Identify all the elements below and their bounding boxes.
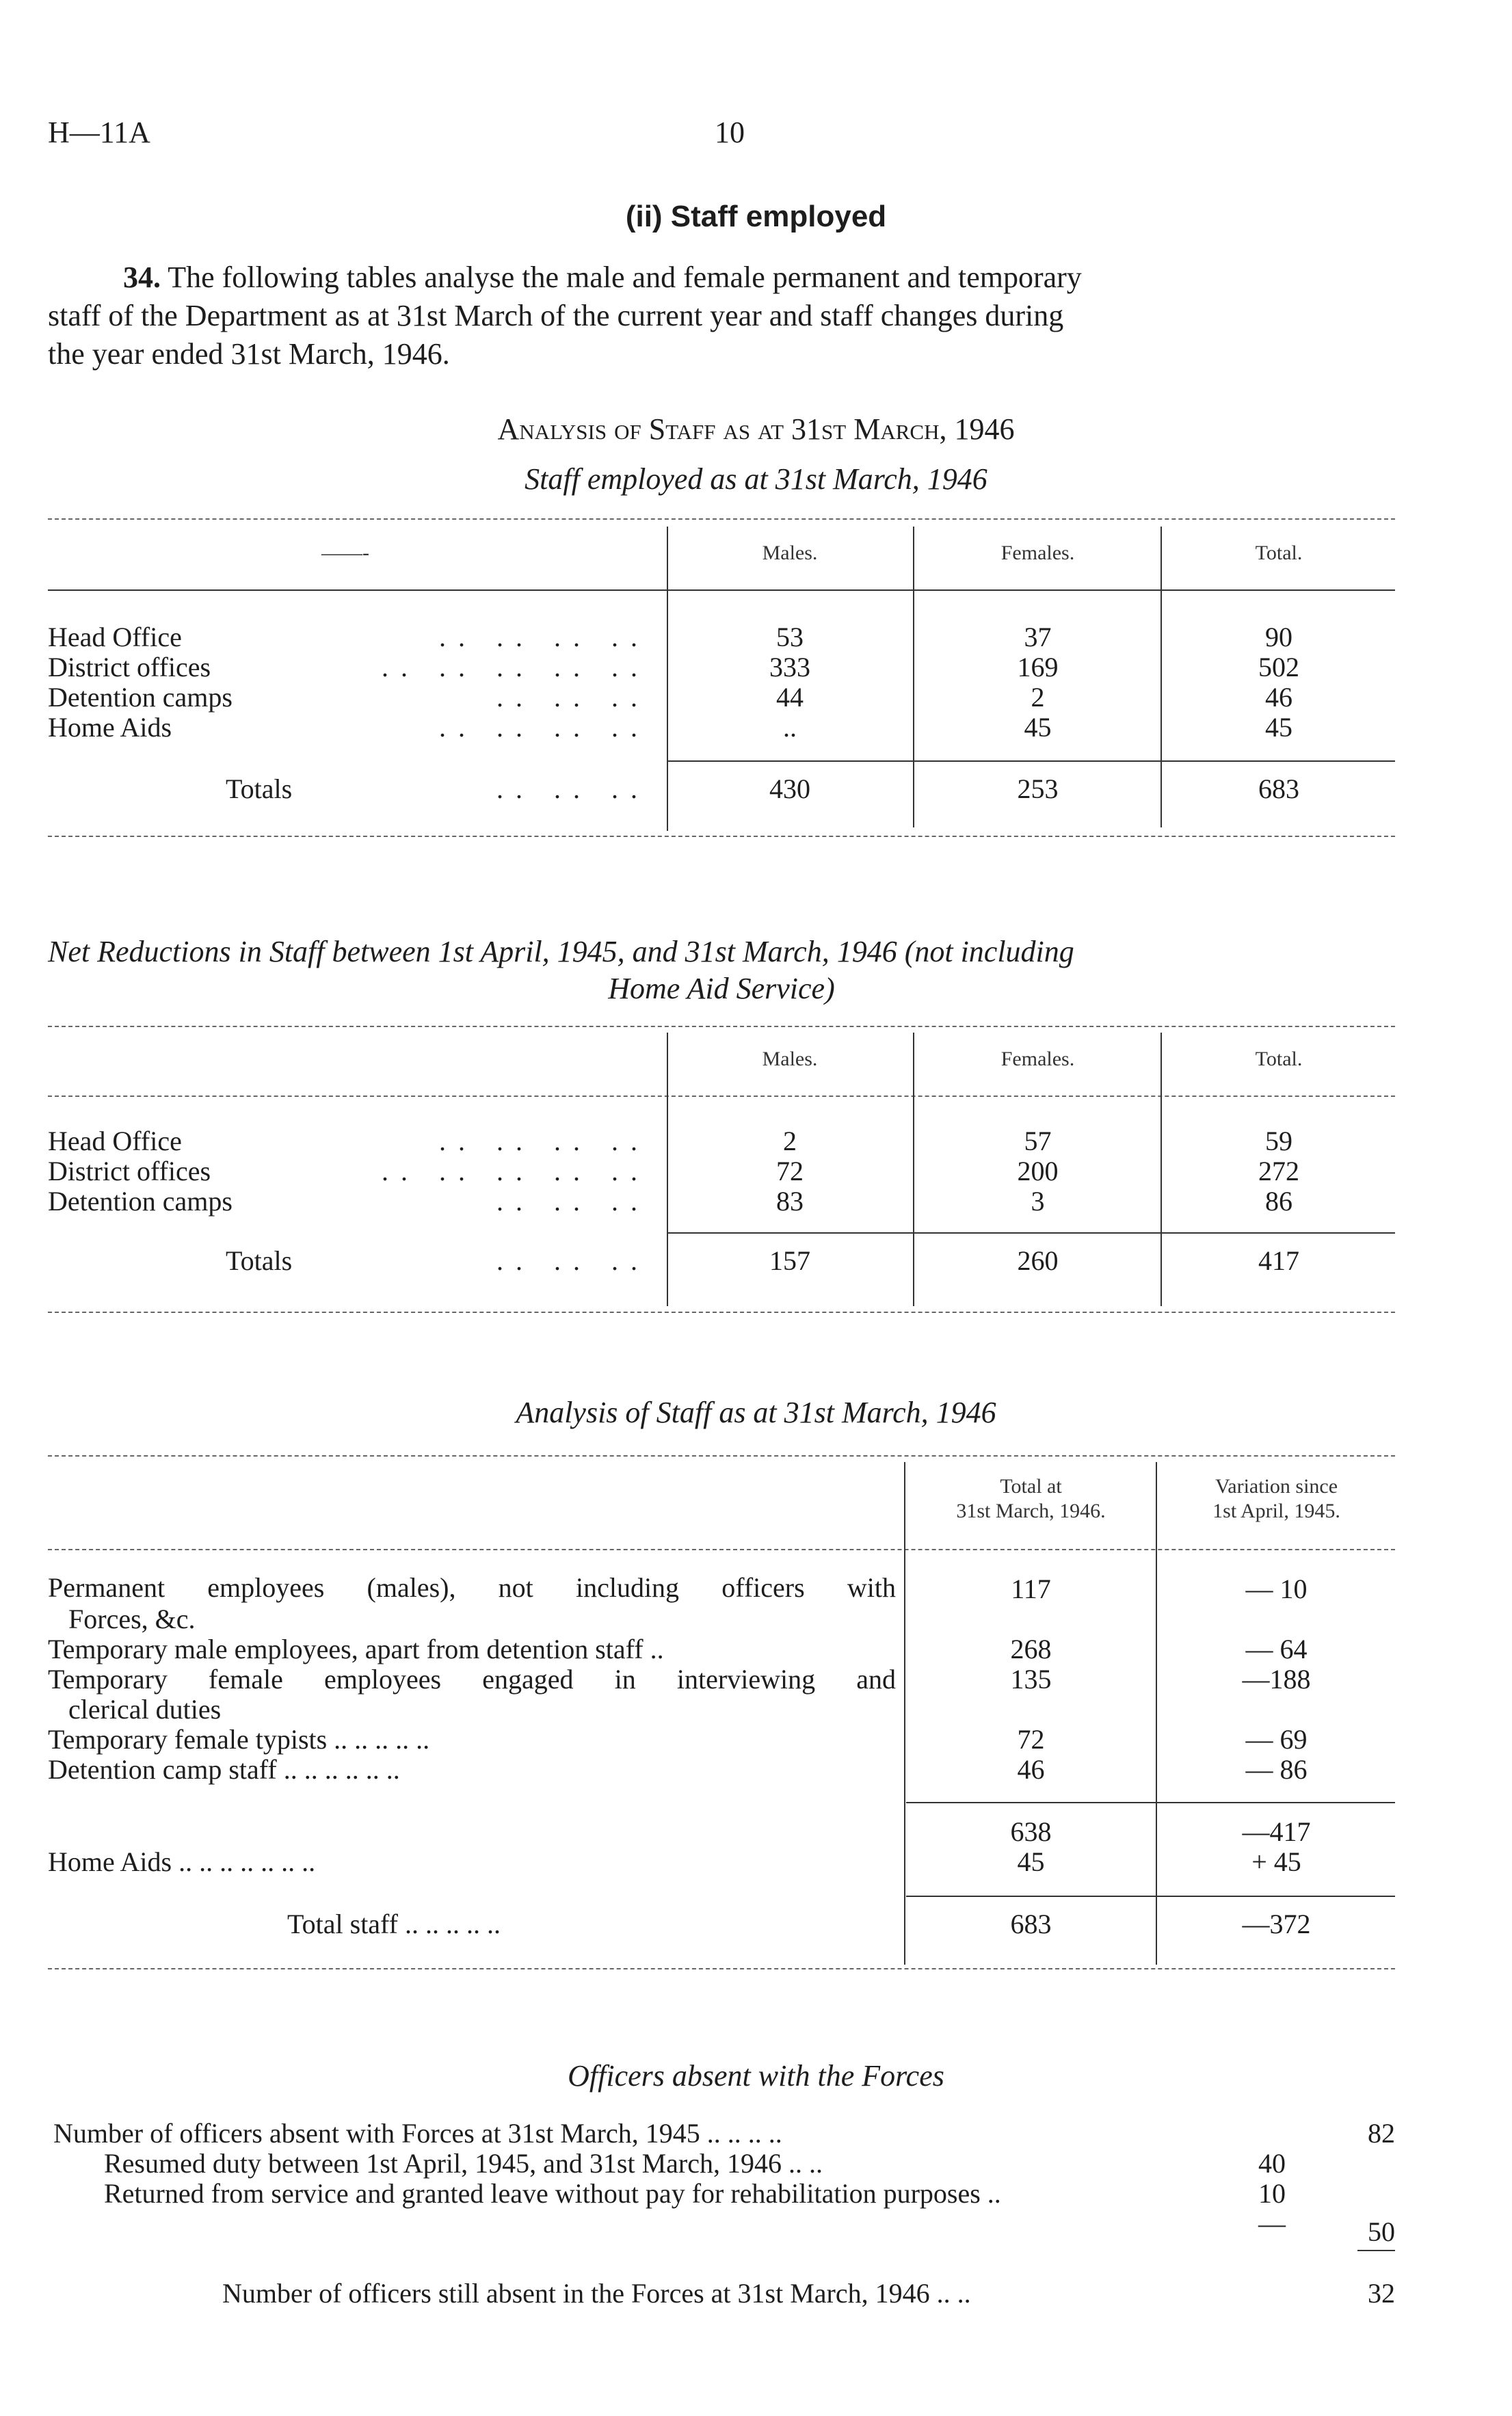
intro-paragraph: 34. The following tables analyse the male and female permanent and temporary staff of the Department as at 31st March of the current year and staff changes during the year ended 31st March, 1946. — [48, 261, 1082, 371]
officers-caption: Officers absent with the Forces — [568, 2059, 944, 2093]
table3-caption: Analysis of Staff as at 31st March, 1946 — [516, 1396, 996, 1429]
table1-col-total: Total. — [1255, 542, 1303, 564]
table2-col-males: Males. — [762, 1048, 818, 1070]
table2-caption: Net Reductions in Staff between 1st April, 1945, and 31st March, 1946 (not including Home Aid Service) — [48, 935, 1074, 1005]
officers-dash: — — [1258, 2208, 1286, 2239]
table1-caption: Analysis of Staff as at 31st March, 1946 — [497, 412, 1015, 446]
table1-subcaption: Staff employed as at 31st March, 1946 — [525, 462, 987, 496]
table1-corner-mark: ——- — [321, 542, 369, 564]
table3-col-variation: Variation since 1st April, 1945. — [1212, 1475, 1340, 1522]
paragraph-number: 34. — [123, 261, 161, 294]
page-number: 10 — [715, 116, 745, 149]
page-ref: H—11A — [48, 116, 150, 149]
table2-col-total: Total. — [1255, 1048, 1303, 1070]
table1-col-males: Males. — [762, 542, 818, 564]
table3-col-total: Total at 31st March, 1946. — [956, 1475, 1106, 1522]
table2-col-females: Females. — [1000, 1048, 1075, 1070]
section-heading: (ii) Staff employed — [625, 200, 887, 233]
table1-col-females: Females. — [1000, 542, 1075, 564]
officers-subtotal: 50 — [1368, 2216, 1395, 2247]
